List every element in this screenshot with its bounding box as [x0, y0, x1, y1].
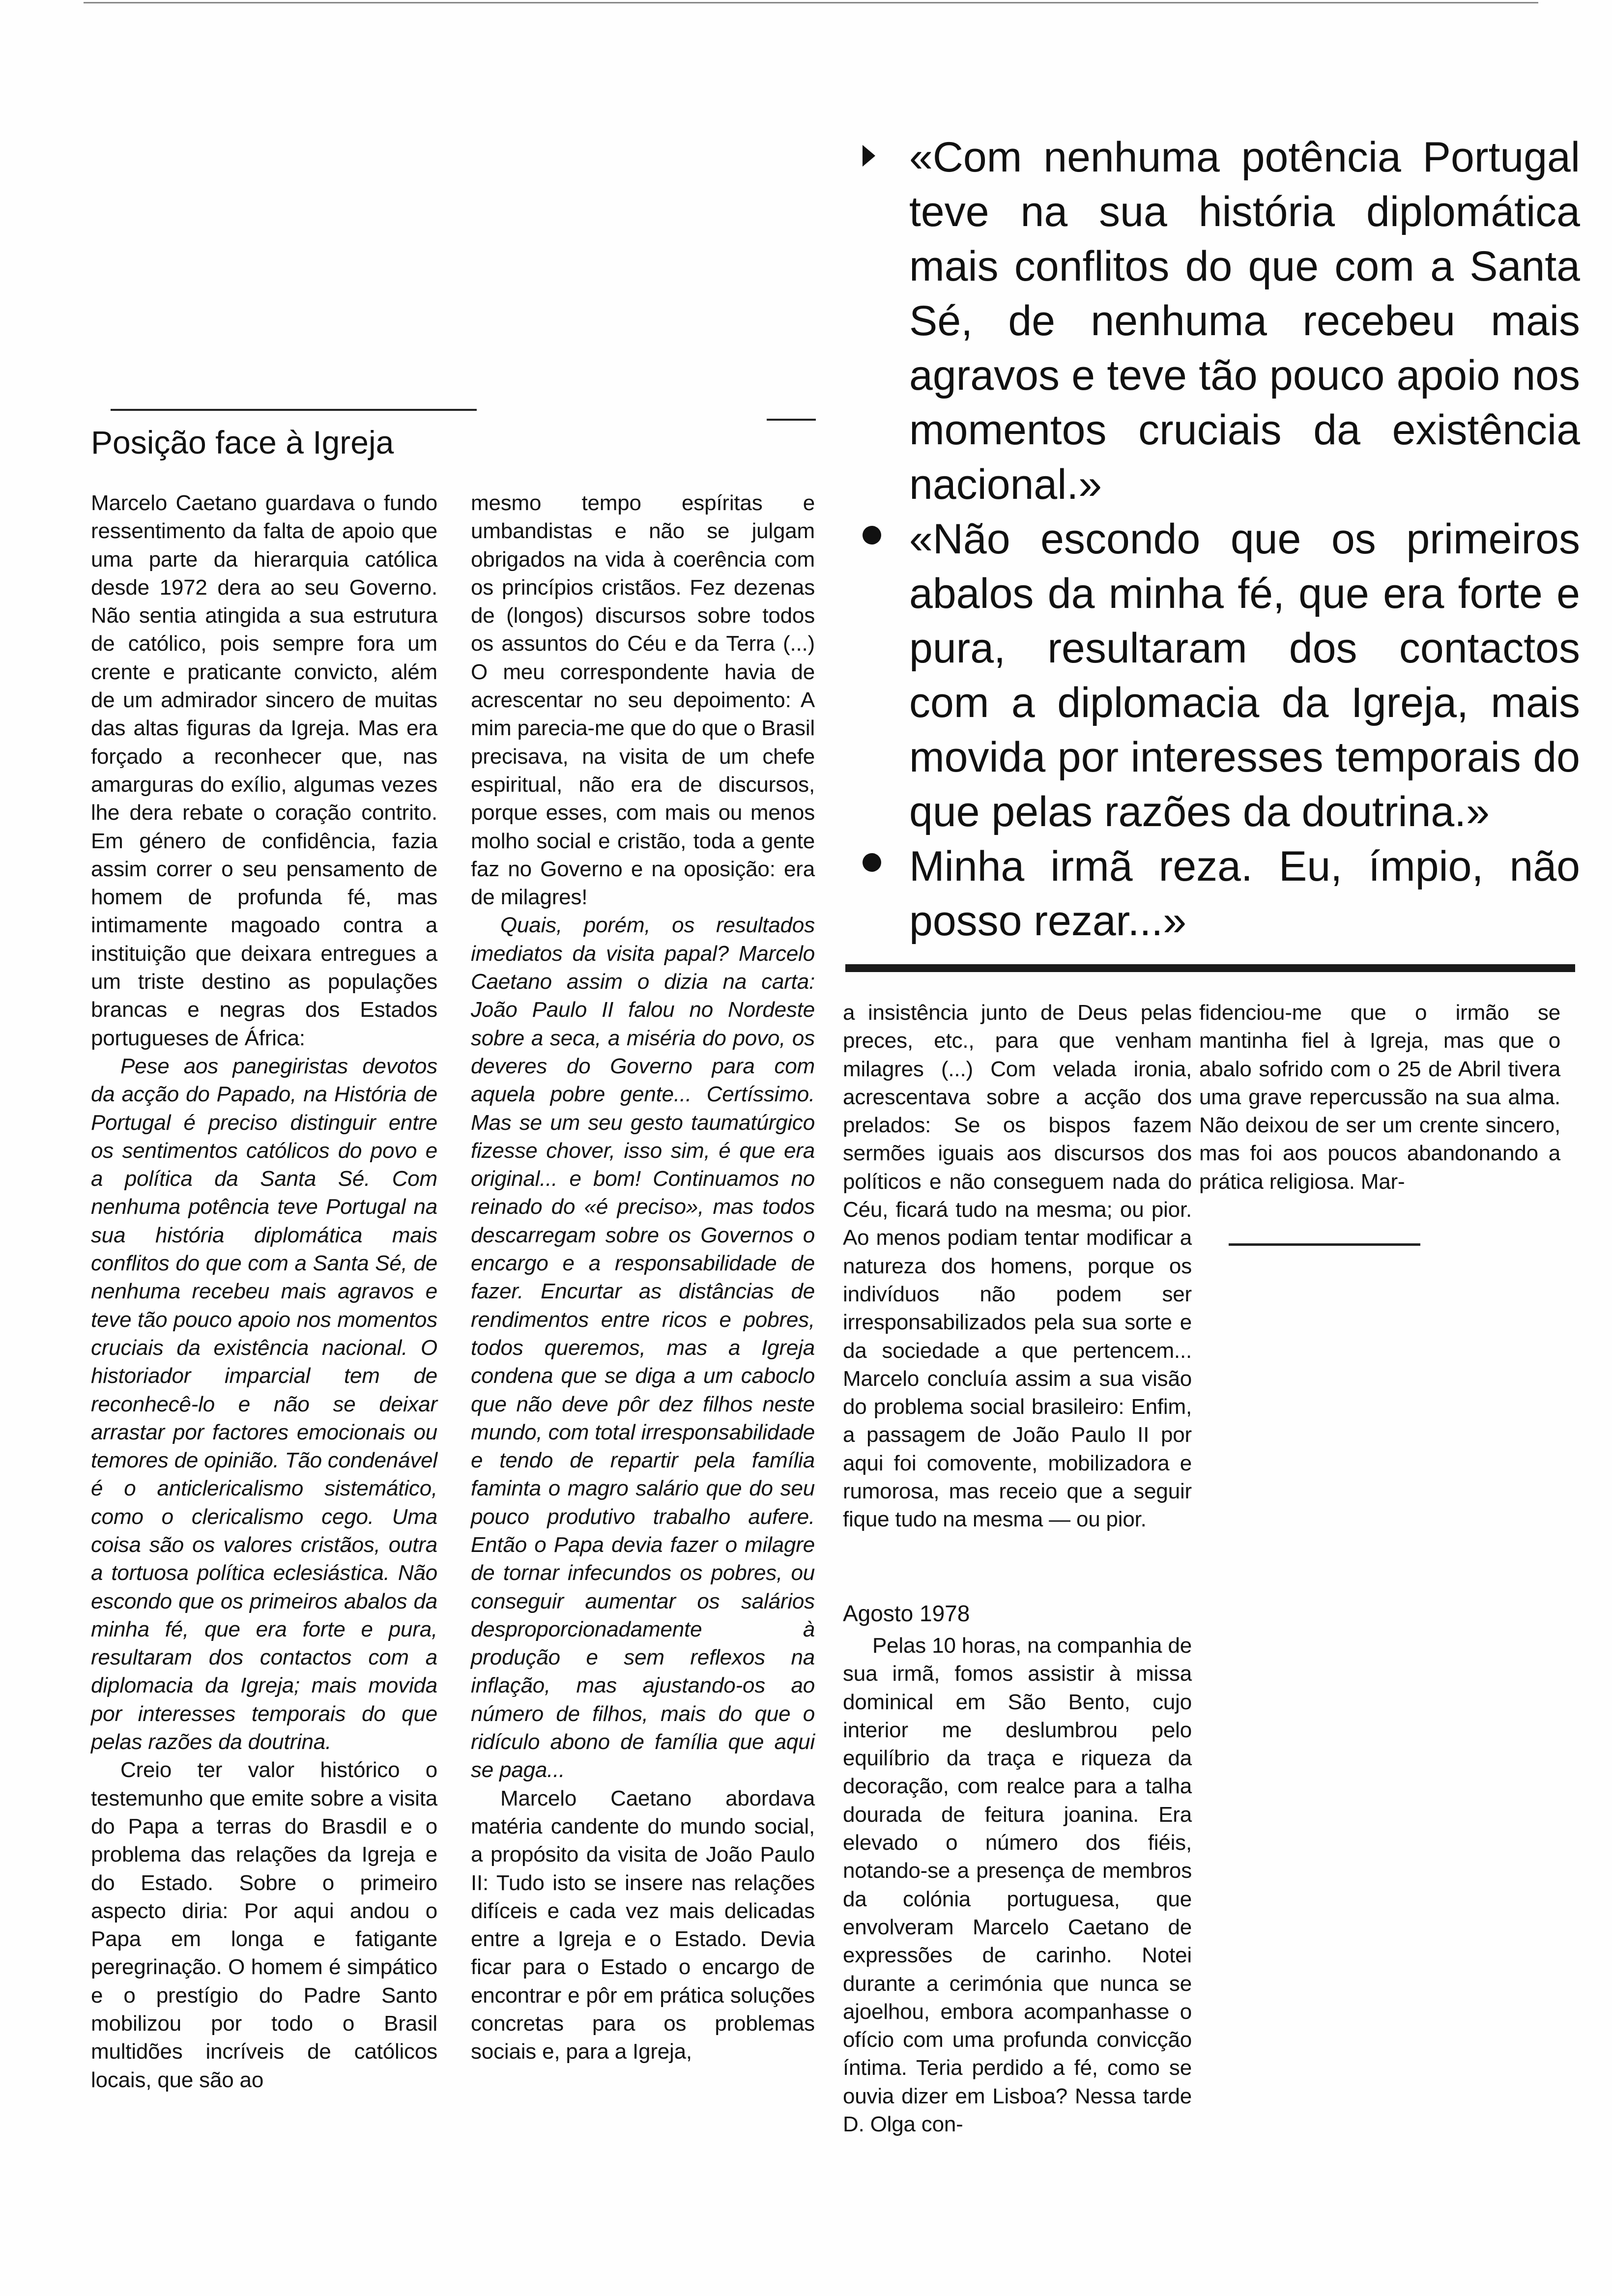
- pull-quotes: [863, 130, 1580, 948]
- article-column-2: [471, 489, 815, 2066]
- paragraph: Quais, porém, os resultados imediatos da visita papal? Marcelo Caetano assim o dizia na carta: João Paulo II falou no Nordeste sobre a seca, a miséria do povo, os deveres do Governo para com aquela pobre gente... Certíssimo. Mas se um seu gesto taumatúrgico fizesse chover, isso sim, é que era original... e bom! Continuamos no reinado do «é preciso», mas todos descarregam sobre os Governos o encargo e a responsabilidade de fazer. Encurtar as distâncias de rendimentos entre ricos e pobres, todos queremos, mas a Igreja condena que se diga a um caboclo que não deve pôr dez filhos neste mundo, com total irresponsabilidade e tendo de repartir pela família faminta o magro salário que do seu pouco produtivo trabalho aufere. Então o Papa devia fazer o milagre de tornar infecundos os pobres, ou conseguir aumentar os salários desproporcionadamente à produção e sem reflexos na inflação, mas ajustando-os ao número de filhos, mais do que o ridículo abono de família que aqui se paga...: [471, 913, 815, 1782]
- column-end-dash: [1229, 1243, 1420, 1246]
- pull-quote-1: «Com nenhuma potência Portugal teve na sua história diplomática mais conflitos do que com a Santa Sé, de nenhuma recebeu mais agravos e teve tão pouco apoio nos momentos cruciais da existência nacional.»: [863, 130, 1580, 512]
- paragraph: mesmo tempo espíritas e umbandistas e não se julgam obrigados na vida à coerência com os princípios cristãos. Fez dezenas de (longos) discursos sobre todos os assuntos do Céu e da Terra (...) O meu correspondente havia de acrescentar no seu depoimento: A mim parecia-me que do que o Brasil precisava, na visita de um chefe espiritual, não era de discursos, porque esses, com mais ou menos molho social e cristão, toda a gente faz no Governo e na oposição: era de milagres!: [471, 491, 815, 910]
- article-column-1: [91, 489, 437, 2094]
- paragraph: Creio ter valor histórico o testemunho que emite sobre a visita do Papa a terras do Brasdil e o problema das relações da Igreja e do Estado. Sobre o primeiro aspecto diria: Por aqui andou o Papa em longa e fatigante peregrinação. O homem é simpático e o prestígio do Padre Santo mobilizou por todo o Brasil multidões incríveis de católicos locais, que são ao: [91, 1758, 437, 2092]
- dateline: Agosto 1978: [843, 1601, 970, 1626]
- top-rule: [84, 2, 1538, 3]
- bullet-dot-icon: [863, 853, 881, 872]
- article-column-3b: [843, 1632, 1192, 2138]
- paragraph: Pelas 10 horas, na companhia de sua irmã, fomos assistir à missa dominical em São Bento, cujo interior me deslumbrou pelo equilíbrio da traça e riqueza da decoração, com realce para a talha dourada de feitura joanina. Era elevado o número dos fiéis, notando-se a presença de membros da colónia portuguesa, que envolveram Marcelo Caetano de expressões de carinho. Notei durante a cerimónia que nunca se ajoelhou, embora acompanhasse o ofício com uma profunda convicção íntima. Teria perdido a fé, como se ouvia dizer em Lisboa? Nessa tarde D. Olga con-: [843, 1634, 1192, 2137]
- paragraph: Pese aos panegiristas devotos da acção do Papado, na História de Portugal é preciso distinguir entre os sentimentos católicos do povo e a política da Santa Sé. Com nenhuma potência teve Portugal na sua história diplomática mais conflitos do que com a Santa Sé, de nenhuma recebeu mais agravos e teve tão pouco apoio nos momentos cruciais da existência nacional. O historiador imparcial tem de reconhecê-lo e não se deixar arrastar por factores emocionais ou temores de opinião. Tão condenável é o anticlericalismo sistemático, como o clericalismo cego. Uma coisa são os valores cristãos, outra a tortuosa política eclesiástica. Não escondo que os primeiros abalos da minha fé, que era forte e pura, resultaram dos contactos com a diplomacia da Igreja; mais movida por interesses temporais do que pelas razões da doutrina.: [91, 1054, 437, 1754]
- bullet-dot-icon: [863, 526, 881, 545]
- paragraph: Marcelo Caetano guardava o fundo ressentimento da falta de apoio que uma parte da hierarquia católica desde 1972 dera ao seu Governo. Não sentia atingida a sua estrutura de católico, pois sempre fora um crente e praticante convicto, além de um admirador sincero de muitas das altas figuras da Igreja. Mas era forçado a reconhecer que, nas amarguras do exílio, algumas vezes lhe dera rebate o coração contrito. Em género de confidência, fazia assim correr o seu pensamento de homem de profunda fé, mas intimamente magoado contra a instituição que deixara entregues a um triste destino as populações brancas e negras dos Estados portugueses de África:: [91, 491, 437, 1050]
- bullet-arrow-icon: [863, 145, 875, 167]
- section-rule: [111, 409, 477, 411]
- quote-bottom-rule: [845, 964, 1575, 972]
- section-rule-short: [767, 419, 816, 421]
- pull-quote-2: «Não escondo que os primeiros abalos da minha fé, que era forte e pura, resultaram dos contactos com a diplomacia da Igreja, mais movida por interesses temporais do que pelas razões da doutrina.»: [863, 512, 1580, 839]
- article-column-4: [1199, 999, 1560, 1196]
- paragraph: Marcelo Caetano abordava matéria candente do mundo social, a propósito da visita de João Paulo II: Tudo isto se insere nas relações difíceis e cada vez mais delicadas entre a Igreja e o Estado. Devia ficar para o Estado o encargo de encontrar e pôr em prática soluções concretas para os problemas sociais e, para a Igreja,: [471, 1786, 815, 2064]
- section-title: Posição face à Igreja: [91, 424, 394, 460]
- paragraph: fidenciou-me que o irmão se mantinha fiel à Igreja, mas que o abalo sofrido com o 25 de Abril tivera uma grave repercussão na sua alma. Não deixou de ser um crente sincero, mas foi aos poucos abandonando a prática religiosa. Mar-: [1199, 1001, 1560, 1194]
- pull-quote-3: Minha irmã reza. Eu, ímpio, não posso rezar...»: [863, 839, 1580, 948]
- article-column-3: [843, 999, 1192, 1534]
- paragraph: a insistência junto de Deus pelas preces, etc., para que venham milagres (...) Com velada ironia, acrescentava sobre a acção dos prelados: Se os bispos fazem sermões iguais aos discursos dos políticos e não conseguem nada do Céu, ficará tudo na mesma; ou pior. Ao menos podiam tentar modificar a natureza dos homens, porque os indivíduos não podem ser irresponsabilizados pela sua sorte e da sociedade a que pertencem... Marcelo concluía assim a sua visão do problema social brasileiro: Enfim, a passagem de João Paulo II por aqui foi comovente, mobilizadora e rumorosa, mas receio que a seguir fique tudo na mesma — ou pior.: [843, 1001, 1192, 1532]
